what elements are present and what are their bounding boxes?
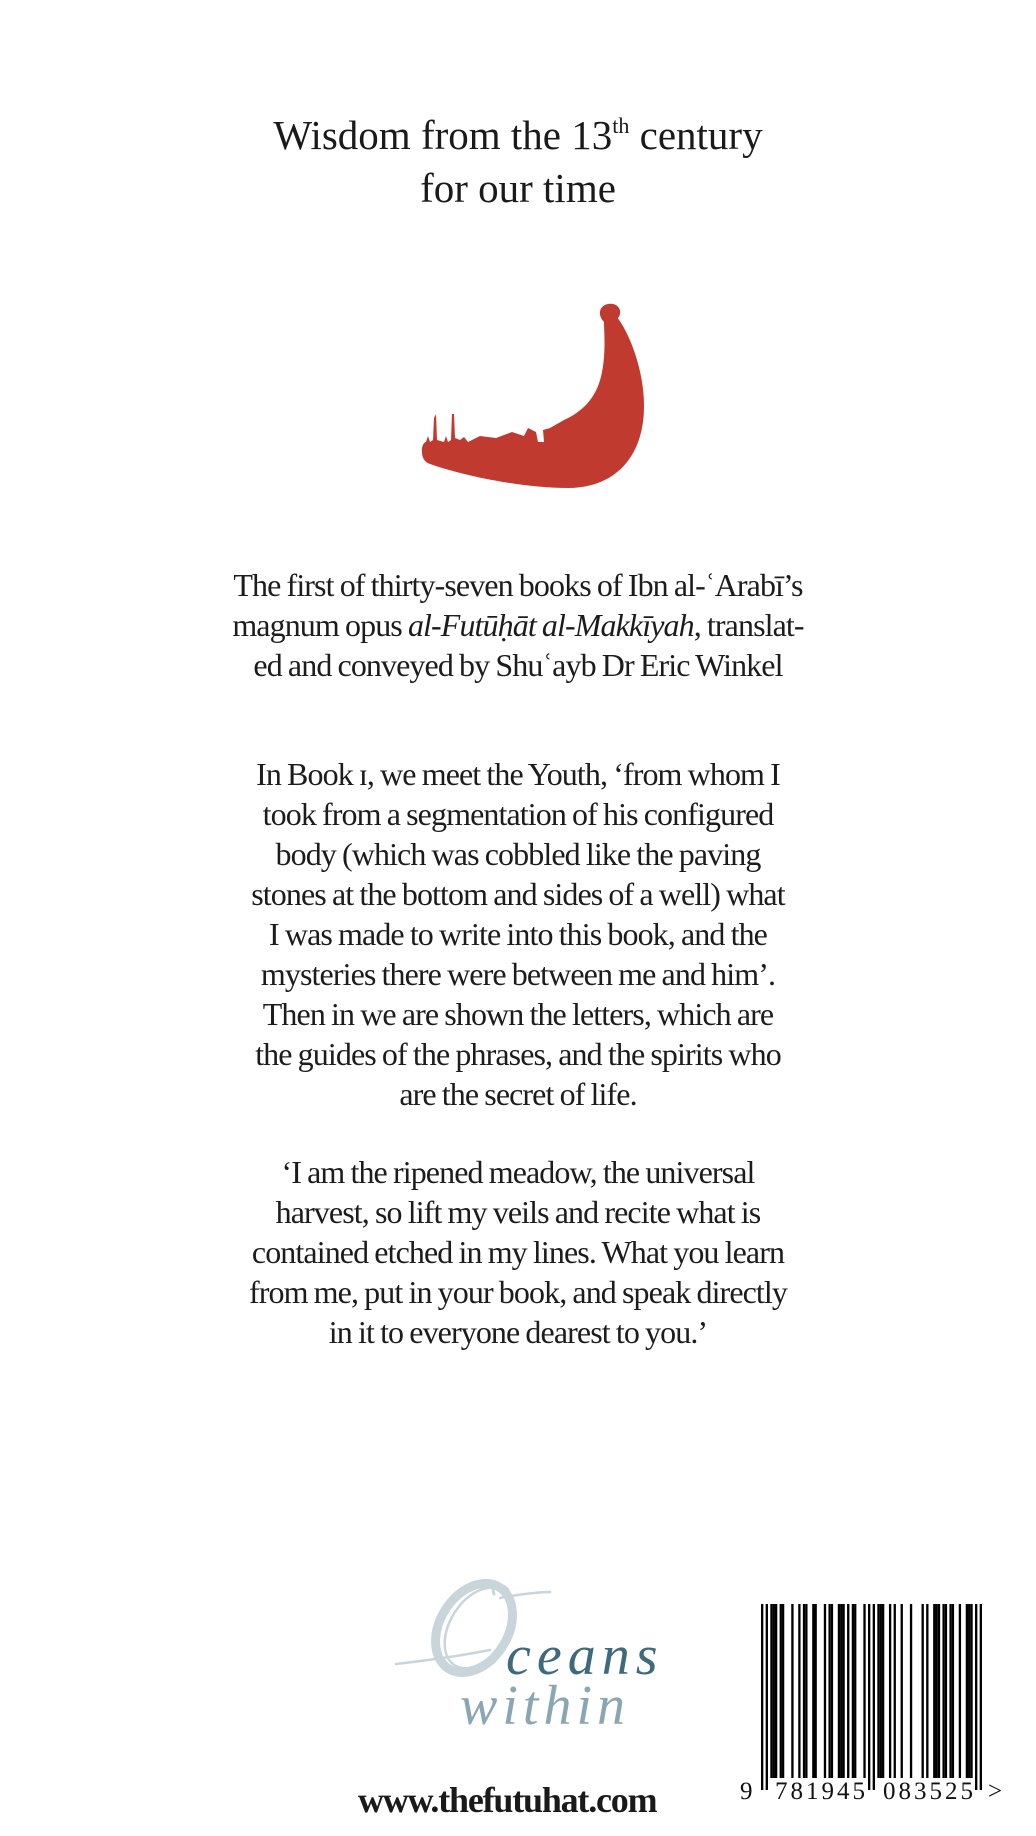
book1-line: are the secret of life. (399, 1076, 637, 1112)
quote-line: ‘I am the ripened meadow, the universal (281, 1154, 755, 1190)
quiet-zone-mark: > (988, 1778, 1006, 1805)
logo-word-within: within (460, 1675, 631, 1737)
book1-line: I was made to write into this book, and the (269, 916, 767, 952)
intro-paragraph (0, 565, 1036, 685)
book1-line: body (which was cobbled like the paving (275, 836, 761, 872)
isbn-barcode (761, 1604, 982, 1790)
quote-line: from me, put in your book, and speak directly (248, 1274, 788, 1310)
intro-line: magnum opus al-Futūḥāt al-Makkīyah, translat- (232, 607, 804, 643)
isbn-first-digit: 9 (740, 1778, 756, 1805)
title-line-2: for our time (420, 165, 616, 211)
website-url: www.thefutuhat.com (358, 1780, 657, 1820)
book1-line: Then in we are shown the letters, which are (262, 996, 774, 1032)
isbn-left-digits: 781945 (775, 1778, 868, 1805)
book1-paragraph (0, 754, 1036, 1114)
quote-line: in it to everyone dearest to you.’ (328, 1314, 708, 1350)
isbn-right-digits: 083525 (883, 1778, 976, 1805)
oceans-within-logo (390, 1578, 680, 1737)
isbn-digits (730, 1778, 1036, 1808)
book1-line: stones at the bottom and sides of a well) what (251, 876, 785, 912)
intro-line: The first of thirty-seven books of Ibn al-ʿArabī’s (233, 567, 803, 603)
book1-line: In Book ɪ, we meet the Youth, ‘from whom I (256, 756, 780, 792)
quote-line: contained etched in my lines. What you learn (251, 1234, 785, 1270)
title-line-1: Wisdom from the 13th century (273, 112, 763, 158)
book1-line: mysteries there were between me and him’. (260, 956, 776, 992)
intro-line: ed and conveyed by Shuʿayb Dr Eric Winkel (253, 647, 783, 683)
book1-line: took from a segmentation of his configured (262, 796, 774, 832)
ordinal-suffix: th (612, 113, 630, 138)
book-title-italic: al-Futūḥāt al-Makkīyah (407, 607, 694, 643)
back-cover-title (0, 112, 1036, 212)
quote-paragraph (0, 1152, 1036, 1352)
logo-word-oceans: ceans (506, 1625, 664, 1687)
red-ship-icon (418, 302, 646, 492)
quote-line: harvest, so lift my veils and recite what is (275, 1194, 761, 1230)
book1-line: the guides of the phrases, and the spirits who (255, 1036, 781, 1072)
